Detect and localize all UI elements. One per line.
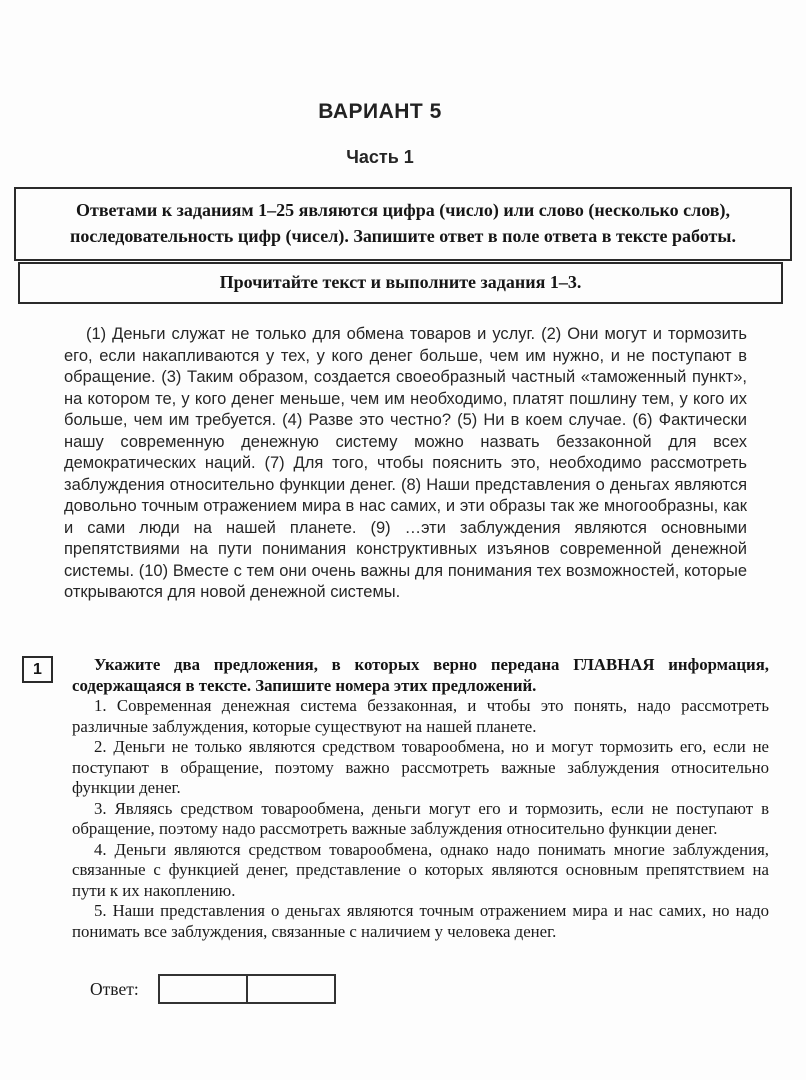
answer-rules-text: Ответами к заданиям 1–25 являются цифра (число) или слово (несколько слов), последовательность цифр (чисел). Запишите ответ в поле ответа в тексте работы. (70, 200, 736, 246)
answer-field-cell-1[interactable] (160, 976, 248, 1002)
reading-passage (64, 324, 747, 604)
answer-option-2: 2. Деньги не только являются средством товарообмена, но и могут тормозить его, если не поступают в обращение, поэтому важно рассмотреть важные заблуждения относительно функции денег. (72, 737, 769, 797)
answer-label: Ответ: (90, 978, 139, 999)
answer-row (90, 974, 336, 1004)
answer-rules-box (14, 187, 792, 261)
answer-field-cell-2[interactable] (248, 976, 334, 1002)
variant-title: ВАРИАНТ 5 (318, 100, 442, 123)
answer-option-3: 3. Являясь средством товарообмена, деньги могут его и тормозить, если не поступают в обращение, поэтому надо рассмотреть важные заблуждения относительно функции денег. (72, 798, 769, 838)
answer-option-5: 5. Наши представления о деньгах являются точным отражением мира и нас самих, но надо понимать все заблуждения, связанные с наличием у человека денег. (72, 901, 769, 941)
answer-field[interactable] (158, 974, 336, 1004)
read-text-instruction-box (18, 262, 783, 304)
answer-option-4: 4. Деньги являются средством товарообмена, однако надо понимать многие заблуждения, связанные с функцией денег, представление о которых являются основным препятствием на пути к их накоплению. (72, 839, 769, 900)
read-text-instruction: Прочитайте текст и выполните задания 1–3. (219, 272, 582, 292)
answer-option-1: 1. Современная денежная система беззаконная, и чтобы это понять, надо рассмотреть различные заблуждения, которые существуют на нашей планете. (72, 696, 769, 736)
part-title: Часть 1 (346, 147, 414, 167)
task-prompt: Укажите два предложения, в которых верно передана ГЛАВНАЯ информация, содержащаяся в тексте. Запишите номера этих предложений. (72, 655, 769, 695)
passage-text: (1) Деньги служат не только для обмена товаров и услуг. (2) Они могут и тормозить его, если накапливаются у тех, у кого денег больше, чем им нужно, и не поступают в обращение. (3) Таким образом, создается своеобразный частный «таможенный пункт», на котором те, у кого денег меньше, чем им необходимо, платят пошлину тем, у кого их больше, чем им требуется. (4) Разве это честно? (5) Ни в коем случае. (6) Фактически нашу современную денежную систему можно назвать беззаконной для всех демократических наций. (7) Для того, чтобы пояснить это, необходимо рассмотреть заблуждения относительно функции денег. (8) Наши представления о деньгах являются довольно точным отражением мира в нас самих, и эти образы так же многообразны, как и сами люди на нашей планете. (9) …эти заблуждения являются основными препятствиями на пути понимания конструктивных изъянов современной денежной системы. (10) Вместе с тем они очень важны для понимания тех возможностей, которые открываются для новой денежной системы. (64, 325, 747, 601)
task-number-box (22, 656, 53, 683)
task-1-body (72, 655, 769, 942)
task-number: 1 (33, 661, 42, 678)
